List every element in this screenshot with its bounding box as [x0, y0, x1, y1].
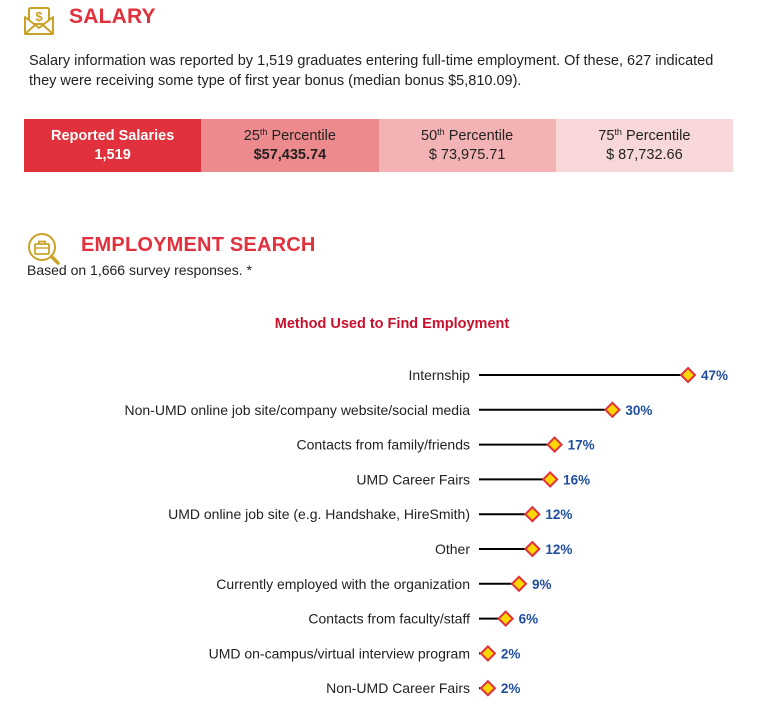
diamond-marker — [605, 403, 619, 417]
diamond-marker — [681, 368, 695, 382]
category-label: Currently employed with the organization — [216, 575, 470, 592]
category-label: Contacts from family/friends — [296, 436, 470, 453]
category-label: Other — [434, 541, 470, 557]
category-label: Non-UMD online job site/company website/social media — [124, 401, 470, 418]
value-label: 9% — [532, 576, 552, 592]
category-label: Contacts from faculty/staff — [308, 610, 470, 627]
salary-cell-value: $ 87,732.66 — [606, 146, 683, 163]
chart-row — [356, 471, 590, 487]
value-label: 2% — [500, 646, 521, 662]
diamond-marker — [512, 577, 526, 591]
value-label: 12% — [545, 542, 573, 557]
chart-row — [125, 402, 653, 418]
salary-cell-label: 75th Percentile — [598, 126, 691, 144]
chart-title: Method Used to Find Employment — [274, 316, 510, 332]
chart-row — [168, 506, 572, 522]
value-label: 47% — [701, 368, 729, 383]
svg-text:$: $ — [35, 9, 43, 24]
chart-row — [297, 437, 595, 453]
chart-rows — [125, 367, 729, 696]
chart-row — [209, 645, 521, 661]
category-label: UMD on-campus/virtual interview program — [208, 645, 470, 662]
diamond-marker — [499, 612, 513, 626]
survey-note: Based on 1,666 survey responses. * — [27, 262, 252, 278]
diamond-marker — [481, 646, 495, 660]
employment-title: EMPLOYMENT SEARCH — [81, 234, 316, 256]
salary-cell-value: $57,435.74 — [253, 146, 327, 163]
diamond-marker — [525, 507, 539, 521]
value-label: 17% — [567, 437, 595, 453]
salary-cell-label: 25th Percentile — [243, 126, 336, 144]
value-label: 12% — [545, 507, 573, 523]
diamond-marker — [543, 472, 557, 486]
salary-intro-text: Salary information was reported by 1,519 graduates entering full-time employment. Of these, 627 indicated they were receiving some type of first year bonus (median bonus $5,810.09). — [29, 53, 714, 89]
category-label: Non-UMD Career Fairs — [326, 680, 470, 697]
chart-row — [326, 680, 520, 696]
chart-row — [409, 367, 729, 383]
value-label: 6% — [518, 611, 539, 627]
value-label: 2% — [500, 681, 521, 697]
value-label: 16% — [563, 472, 591, 488]
salary-cell-label: Reported Salaries — [50, 127, 175, 144]
chart-row — [435, 541, 572, 557]
salary-cell-label: 50th Percentile — [421, 126, 514, 144]
category-label: UMD Career Fairs — [356, 471, 470, 488]
value-label: 30% — [625, 402, 653, 418]
salary-cell-value: $ 73,975.71 — [428, 146, 506, 163]
salary-title: SALARY — [69, 5, 156, 28]
salary-cell-value: 1,519 — [94, 146, 131, 163]
chart-row — [308, 611, 538, 627]
chart-row — [216, 576, 551, 592]
diamond-marker — [481, 681, 495, 695]
diamond-marker — [548, 438, 562, 452]
category-label: UMD online job site (e.g. Handshake, HireSmith) — [168, 506, 470, 523]
category-label: Internship — [408, 367, 470, 383]
diamond-marker — [525, 542, 539, 556]
